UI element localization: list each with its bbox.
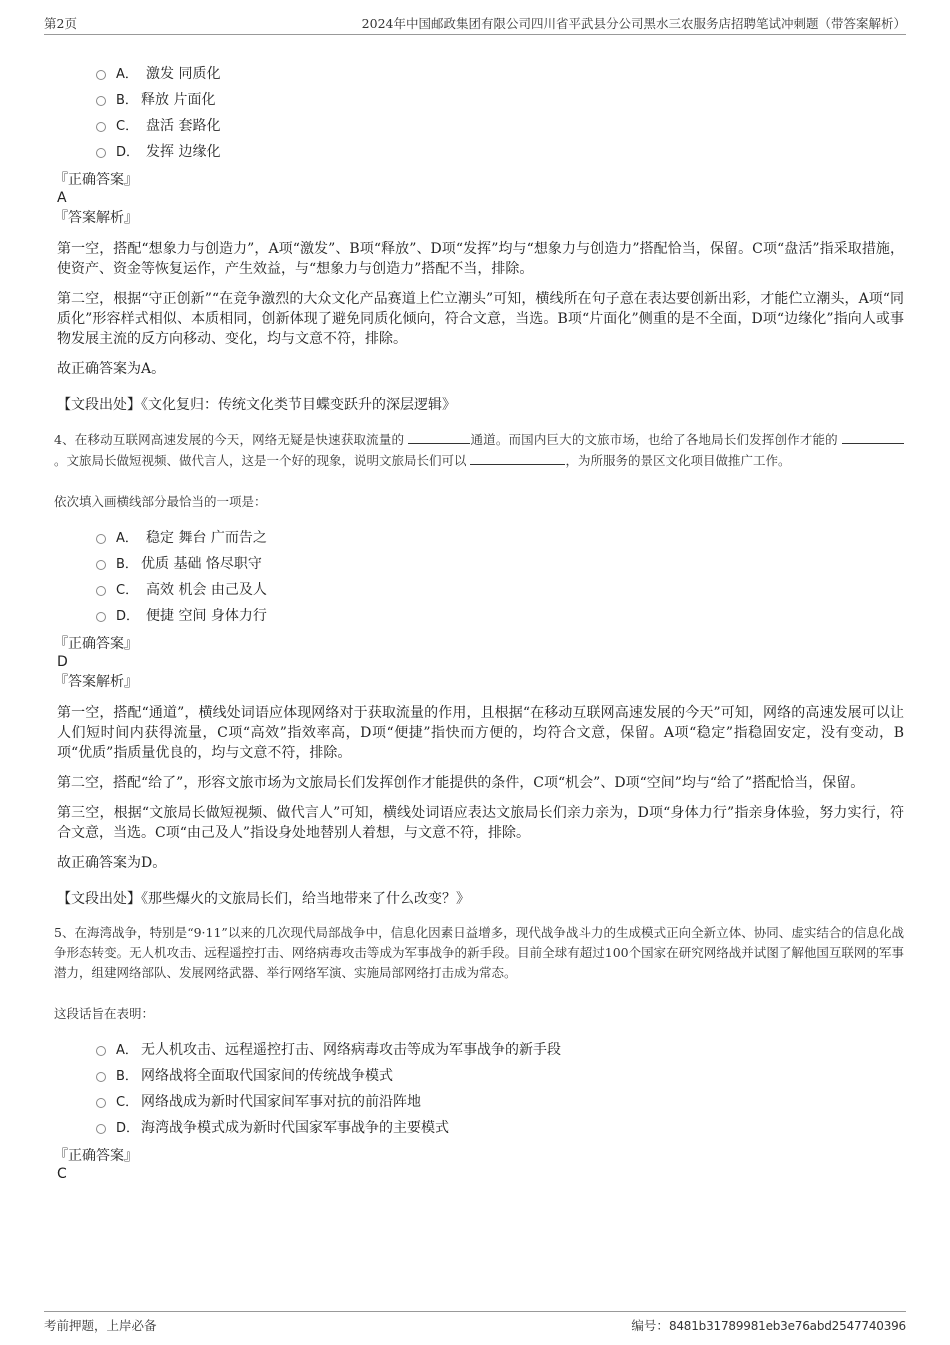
option-letter: D． — [116, 145, 140, 160]
option-letter: C． — [116, 1095, 139, 1110]
radio-icon[interactable] — [96, 612, 106, 622]
q5-option-c[interactable] — [96, 1089, 904, 1115]
option-letter: B． — [116, 93, 138, 108]
q3-option-c[interactable] — [96, 113, 904, 139]
radio-icon[interactable] — [96, 1072, 106, 1082]
q3-option-b[interactable] — [96, 87, 904, 113]
analysis-paragraph: 第一空，搭配“通道”，横线处词语应体现网络对于获取流量的作用，且根据“在移动互联网高速发展的今天”可知，网络的高速发展可以让人们短时间内获得流量，C项“高效”指效率高，D项“便捷”指快而方便的，均符合文意，保留。A项“稳定”指稳固安定，没有变动，B项“优质”指质量优良的，均与文意不符，排除。 — [57, 705, 904, 761]
q4-option-d[interactable] — [96, 603, 904, 629]
option-text: 盘活 套路化 — [146, 118, 221, 134]
source-citation: 【文段出处】《那些爆火的文旅局长们，给当地带来了什么改变？》 — [57, 891, 470, 907]
option-text: 高效 机会 由己及人 — [146, 582, 267, 598]
answer-label: 『正确答案』 — [54, 172, 138, 188]
q4-option-c[interactable] — [96, 577, 904, 603]
radio-icon[interactable] — [96, 1098, 106, 1108]
answer-value: C — [57, 1166, 67, 1182]
q5-option-d[interactable] — [96, 1115, 904, 1141]
fill-blank — [408, 429, 470, 444]
radio-icon[interactable] — [96, 70, 106, 80]
document-title: 2024年中国邮政集团有限公司四川省平武县分公司黑水三农服务店招聘笔试冲刺题（带答案解析） — [361, 16, 906, 31]
option-letter: B． — [116, 557, 138, 572]
option-letter: D． — [116, 1121, 140, 1136]
analysis-label: 『答案解析』 — [54, 674, 138, 690]
q5-options — [96, 1037, 904, 1141]
q3-option-a[interactable] — [96, 61, 904, 87]
radio-icon[interactable] — [96, 96, 106, 106]
answer-value: D — [57, 654, 68, 670]
option-letter: C． — [116, 119, 139, 134]
option-letter: C． — [116, 583, 139, 598]
question-prompt: 依次填入画横线部分最恰当的一项是： — [54, 494, 267, 509]
option-text: 稳定 舞台 广而告之 — [146, 530, 267, 546]
option-text: 激发 同质化 — [146, 66, 221, 82]
radio-icon[interactable] — [96, 534, 106, 544]
radio-icon[interactable] — [96, 560, 106, 570]
stem-text: 通道。而国内巨大的文旅市场，也给了各地局长们发挥创作才能的 — [470, 432, 842, 447]
answer-label: 『正确答案』 — [54, 636, 138, 652]
option-text: 海湾战争模式成为新时代国家军事战争的主要模式 — [141, 1120, 449, 1136]
radio-icon[interactable] — [96, 148, 106, 158]
analysis-paragraph: 第三空，根据“文旅局长做短视频、做代言人”可知，横线处词语应表达文旅局长们亲力亲为，D项“身体力行”指亲身体验，努力实行，符合文意，当选。C项“由己及人”指设身处地替别人着想，与文意不符，排除。 — [57, 805, 904, 841]
answer-value: A — [57, 190, 67, 206]
option-letter: A． — [116, 531, 138, 546]
question-stem: 5、在海湾战争，特别是“9·11”以来的几次现代局部战争中，信息化因素日益增多，现代战争战斗力的生成模式正向全新立体、协同、虚实结合的信息化战争形态转变。无人机攻击、远程遥控打击、网络病毒攻击等成为军事战争的新手段。目前全球有超过100个国家在研究网络战并试图了解他国互联网的军事潜力，组建网络部队、发展网络武器、举行网络军演、实施局部网络打击成为常态。 — [54, 925, 904, 980]
fill-blank — [842, 429, 904, 444]
q3-option-d[interactable] — [96, 139, 904, 165]
page-footer — [44, 1311, 906, 1334]
footer-slogan: 考前押题，上岸必备 — [44, 1318, 157, 1333]
analysis-paragraph: 第二空，搭配“给了”，形容文旅市场为文旅局长们发挥创作才能提供的条件，C项“机会”、D项“空间”均与“给了”搭配恰当，保留。 — [57, 775, 865, 791]
q4-option-a[interactable] — [96, 525, 904, 551]
page-number: 第2页 — [44, 16, 77, 31]
analysis-conclusion: 故正确答案为A。 — [57, 361, 166, 377]
source-citation: 【文段出处】《文化复归：传统文化类节目蝶变跃升的深层逻辑》 — [57, 397, 456, 413]
radio-icon[interactable] — [96, 1124, 106, 1134]
radio-icon[interactable] — [96, 586, 106, 596]
radio-icon[interactable] — [96, 122, 106, 132]
option-letter: B． — [116, 1069, 138, 1084]
question-stem — [54, 429, 904, 471]
option-letter: A． — [116, 67, 138, 82]
analysis-paragraph: 第二空，根据“守正创新”“在竞争激烈的大众文化产品赛道上伫立潮头”可知，横线所在句子意在表达要创新出彩，才能伫立潮头，A项“同质化”形容样式相似、本质相同，创新体现了避免同质化倾向，符合文意，当选。B项“片面化”侧重的是不全面，D项“边缘化”指向人或事物发展主流的反方向移动、变化，均与文意不符，排除。 — [57, 291, 904, 347]
option-text: 无人机攻击、远程遥控打击、网络病毒攻击等成为军事战争的新手段 — [141, 1042, 561, 1058]
option-letter: A． — [116, 1043, 138, 1058]
option-text: 网络战将全面取代国家间的传统战争模式 — [141, 1068, 393, 1084]
page-content — [54, 56, 904, 1183]
analysis-label: 『答案解析』 — [54, 210, 138, 226]
fill-blank — [470, 450, 565, 465]
q3-options — [96, 61, 904, 165]
radio-icon[interactable] — [96, 1046, 106, 1056]
q5-option-a[interactable] — [96, 1037, 904, 1063]
answer-label: 『正确答案』 — [54, 1148, 138, 1164]
document-id-label: 编号： — [631, 1318, 669, 1333]
option-text: 网络战成为新时代国家间军事对抗的前沿阵地 — [141, 1094, 421, 1110]
option-text: 释放 片面化 — [141, 92, 216, 108]
page-header — [44, 14, 906, 35]
question-prompt: 这段话旨在表明： — [54, 1006, 155, 1021]
document-id — [631, 1316, 906, 1334]
q4-options — [96, 525, 904, 629]
option-letter: D． — [116, 609, 140, 624]
analysis-paragraph: 第一空，搭配“想象力与创造力”，A项“激发”、B项“释放”、D项“发挥”均与“想象力与创造力”搭配恰当，保留。C项“盘活”指采取措施，使资产、资金等恢复运作，产生效益，与“想象力与创造力”搭配不当，排除。 — [57, 241, 904, 277]
document-id-value: 8481b31789981eb3e76abd2547740396 — [668, 1319, 906, 1333]
stem-text: ，为所服务的景区文化项目做推广工作。 — [565, 453, 791, 468]
option-text: 便捷 空间 身体力行 — [146, 608, 267, 624]
q5-option-b[interactable] — [96, 1063, 904, 1089]
stem-text: 4、在移动互联网高速发展的今天，网络无疑是快速获取流量的 — [54, 432, 409, 447]
analysis-conclusion: 故正确答案为D。 — [57, 855, 167, 871]
option-text: 发挥 边缘化 — [146, 144, 221, 160]
q4-option-b[interactable] — [96, 551, 904, 577]
stem-text: 。文旅局长做短视频、做代言人，这是一个好的现象，说明文旅局长们可以 — [54, 453, 471, 468]
option-text: 优质 基础 恪尽职守 — [141, 556, 262, 572]
